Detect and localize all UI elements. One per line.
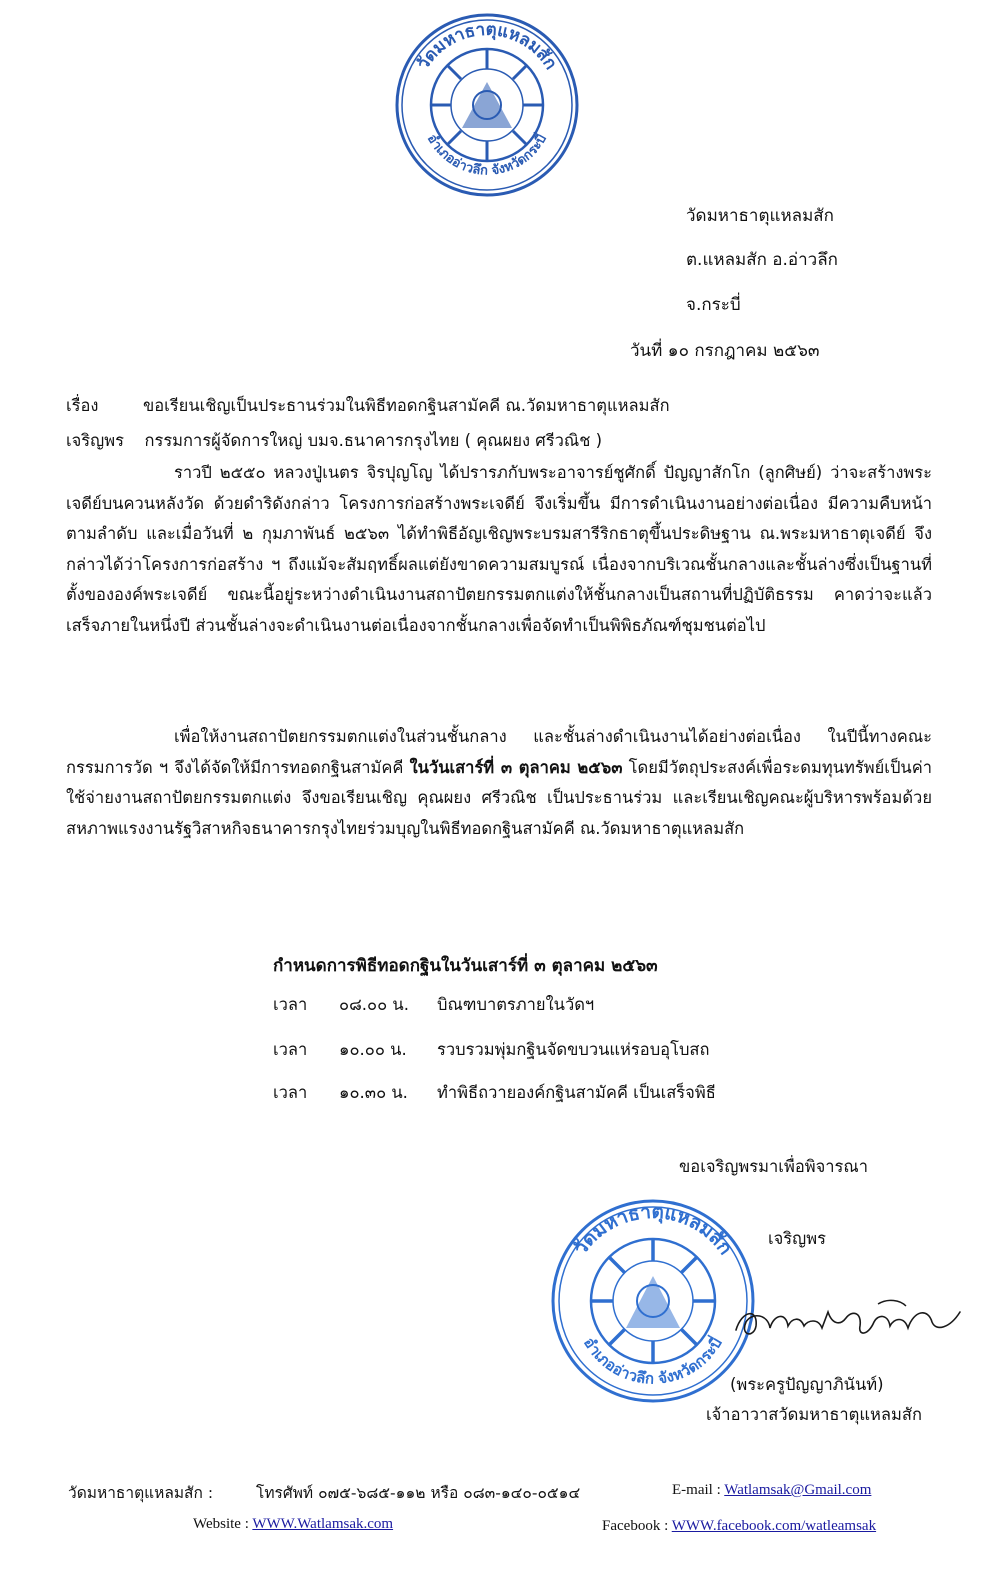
sender-line-2: ต.แหลมสัก อ.อ่าวลึก bbox=[686, 250, 838, 270]
footer-facebook-row bbox=[602, 1518, 876, 1535]
schedule-row bbox=[273, 1037, 709, 1063]
schedule-title: กำหนดการพิธีทอดกฐินในวันเสาร์ที่ ๓ ตุลาคม ๒๕๖๓ bbox=[273, 956, 658, 976]
signature bbox=[728, 1292, 968, 1352]
footer-email-row bbox=[672, 1482, 871, 1499]
seal-top-upper-text: วัดมหาธาตุแหลมสัก bbox=[413, 19, 561, 74]
schedule-row bbox=[273, 1080, 716, 1106]
schedule-row bbox=[273, 992, 594, 1018]
paragraph-2-text-b: โดยมีวัตถุประสงค์เพื่อระดมทุนทรัพย์เป็นค่าใช้จ่ายงานสถาปัตยกรรมตกแต่ง จึงขอเรียนเชิญ คุณผยง ศรีวณิช เป็นประธานร่วม และเรียนเชิญคณะผู้บริหารพร้อมด้วยสหภาพแรงงานรัฐวิสาหกิจธนาคารกรุงไทยร่วมบุญในพิธีทอดกฐินสามัคคี ณ.วัดมหาธาตุแหลมสัก bbox=[66, 757, 933, 838]
footer-website-row bbox=[193, 1516, 393, 1533]
facebook-link[interactable]: WWW.facebook.com/watleamsak bbox=[671, 1518, 877, 1534]
paragraph-1-text: ราวปี ๒๕๕๐ หลวงปู่เนตร จิรปุญโญ ได้ปรารภกับพระอาจารย์ชูศักดิ์ ปัญญาสักโก (ลูกศิษย์) ว่าจะสร้างพระเจดีย์บนควนหลังวัด ด้วยดำริดังกล่าว โครงการก่อสร้างพระเจดีย์ จึงเริ่มขึ้น มีการดำเนินงานอย่างต่อเนื่อง มีความคืบหน้าตามลำดับ และเมื่อวันที่ ๒ กุมภาพันธ์ ๒๕๖๓ ได้ทำพิธีอัญเชิญพระบรมสารีริกธาตุขึ้นประดิษฐาน ณ.พระมหาธาตุเจดีย์ จึงกล่าวได้ว่าโครงการก่อสร้าง ฯ ถึงแม้จะสัมฤทธิ์ผลแต่ยังขาดความสมบูรณ์ เนื่องจากบริเวณชั้นกลางและชั้นล่างซึ่งเป็นฐานที่ตั้งขององค์พระเจดีย์ ขณะนี้อยู่ระหว่างดำเนินงานสถาปัตยกรรมตกแต่งให้ชั้นกลางเป็นสถานที่ปฏิบัติธรรม คาดว่าจะแล้วเสร็จภายในหนึ่งปี ส่วนชั้นล่างจะดำเนินงานต่อเนื่องจากชั้นกลางเพื่อจัดทำเป็นพิพิธภัณฑ์ชุมชนต่อไป bbox=[66, 463, 932, 635]
letter-date: วันที่ ๑๐ กรกฎาคม ๒๕๖๓ bbox=[630, 341, 820, 361]
email-label: E-mail : bbox=[672, 1482, 721, 1498]
body-paragraph-2 bbox=[66, 722, 932, 844]
signer-position: เจ้าอาวาสวัดมหาธาตุแหลมสัก bbox=[706, 1405, 922, 1424]
facebook-label: Facebook : bbox=[602, 1518, 669, 1534]
seal-bottom-upper-text: วัดมหาธาตุแหลมสัก bbox=[569, 1200, 737, 1259]
seal-top-lower-text: อำเภออ่าวลึก จังหวัดกระบี่ bbox=[423, 131, 550, 179]
schedule-row-label: เวลา bbox=[273, 1040, 308, 1059]
recipient-row bbox=[66, 428, 602, 454]
subject-text: ขอเรียนเชิญเป็นประธานร่วมในพิธีทอดกฐินสามัคคี ณ.วัดมหาธาตุแหลมสัก bbox=[142, 396, 670, 415]
schedule-row-desc: รวบรวมพุ่มกฐินจัดขบวนแห่รอบอุโบสถ bbox=[437, 1040, 710, 1059]
paragraph-2-date-emphasis: ในวันเสาร์ที่ ๓ ตุลาคม ๒๕๖๓ bbox=[409, 757, 623, 777]
email-link[interactable]: Watlamsak@Gmail.com bbox=[724, 1482, 872, 1498]
schedule-row-desc: ทำพิธีถวายองค์กฐินสามัคคี เป็นเสร็จพิธี bbox=[437, 1083, 716, 1102]
closing-greeting: เจริญพร bbox=[768, 1229, 826, 1248]
subject-row bbox=[66, 393, 670, 419]
schedule-row-time: ๑๐.๓๐ น. bbox=[339, 1083, 408, 1102]
paragraph-2-text-a: เพื่อให้งานสถาปัตยกรรมตกแต่งในส่วนชั้นกลาง และชั้นล่างดำเนินงานได้อย่างต่อเนื่อง ในปีนี้ทางคณะกรรมการวัด ฯ จึงได้จัดให้มีการทอดกฐินสามัคคี bbox=[66, 727, 932, 777]
body-paragraph-1 bbox=[66, 458, 932, 641]
website-link[interactable]: WWW.Watlamsak.com bbox=[252, 1516, 394, 1532]
subject-label: เรื่อง bbox=[66, 396, 99, 415]
signer-name: (พระครูปัญญาภินันท์) bbox=[730, 1375, 884, 1394]
recipient-label: เจริญพร bbox=[66, 431, 124, 450]
recipient-text: กรรมการผู้จัดการใหญ่ บมจ.ธนาคารกรุงไทย ( คุณผยง ศรีวณิช ) bbox=[144, 431, 603, 450]
temple-seal-bottom bbox=[548, 1196, 758, 1406]
schedule-row-time: ๑๐.๐๐ น. bbox=[339, 1040, 407, 1059]
schedule-row-label: เวลา bbox=[273, 995, 308, 1014]
schedule-row-time: ๐๘.๐๐ น. bbox=[339, 995, 409, 1014]
temple-seal-top bbox=[392, 10, 582, 200]
footer-org: วัดมหาธาตุแหลมสัก : bbox=[68, 1484, 214, 1502]
schedule-row-desc: บิณฑบาตรภายในวัดฯ bbox=[437, 995, 595, 1014]
closing-line: ขอเจริญพรมาเพื่อพิจารณา bbox=[679, 1157, 868, 1176]
website-label: Website : bbox=[193, 1516, 249, 1532]
seal-bottom-lower-text: อำเภออ่าวลึก จังหวัดกระบี่ bbox=[580, 1334, 726, 1388]
sender-line-1: วัดมหาธาตุแหลมสัก bbox=[686, 206, 834, 226]
footer-phone: โทรศัพท์ ๐๗๕-๖๘๕-๑๑๒ หรือ ๐๘๓-๑๔๐-๐๕๑๔ bbox=[256, 1484, 581, 1502]
sender-line-3: จ.กระบี่ bbox=[686, 295, 741, 315]
schedule-row-label: เวลา bbox=[273, 1083, 308, 1102]
